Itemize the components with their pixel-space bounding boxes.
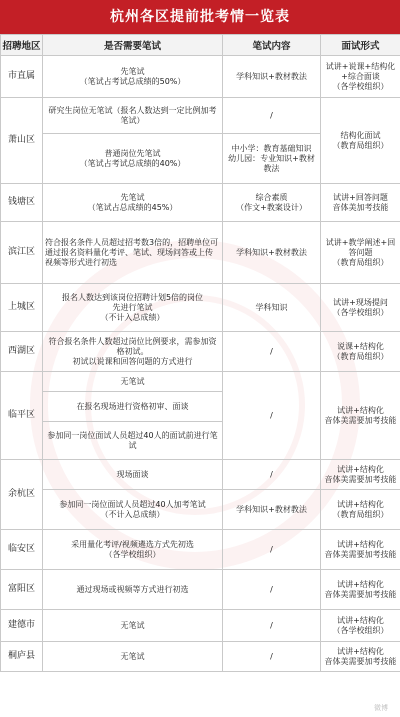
header-interview: 面试形式 <box>321 35 400 56</box>
source-watermark: 微博 <box>374 704 388 712</box>
table-row <box>1 530 400 570</box>
content-cell: 中小学：教育基础知识 幼儿园：专业知识+教材教法 <box>223 134 321 184</box>
content-cell: / <box>223 372 321 460</box>
area-cell: 市直属 <box>1 56 43 98</box>
table-row <box>1 184 400 222</box>
interview-cell: 试讲+结构化 音体美需要加考技能 <box>321 642 400 672</box>
written-cell: 符合报名条件人数超过岗位比例要求，需参加资格初试。 初试以说课和回答问题的方式进行 <box>43 332 223 372</box>
area-cell: 富阳区 <box>1 570 43 610</box>
content-cell: 学科知识+教材教法 <box>223 56 321 98</box>
area-cell: 滨江区 <box>1 222 43 284</box>
table-row <box>1 490 400 530</box>
table-row <box>1 98 400 134</box>
content-cell: 学科知识 <box>223 284 321 332</box>
exam-info-table <box>0 34 400 672</box>
table-row <box>1 284 400 332</box>
written-cell: 普通岗位先笔试 （笔试占考试总成绩的40%） <box>43 134 223 184</box>
table-row <box>1 570 400 610</box>
written-cell: 采用量化考评/视频遴选方式先初选 （各学校组织） <box>43 530 223 570</box>
content-cell: / <box>223 98 321 134</box>
interview-cell: 试讲+教学阐述+回答问题 （教育局组织） <box>321 222 400 284</box>
area-cell: 钱塘区 <box>1 184 43 222</box>
written-cell: 通过现场或视频等方式进行初选 <box>43 570 223 610</box>
written-cell: 无笔试 <box>43 372 223 392</box>
interview-cell: 试讲+结构化 （教育局组织） <box>321 490 400 530</box>
written-cell: 在报名现场进行资格初审、面谈 <box>43 392 223 422</box>
interview-cell: 试讲+回答问题 音体美加考技能 <box>321 184 400 222</box>
interview-cell: 说课+结构化 （教育局组织） <box>321 332 400 372</box>
written-cell: 现场面谈 <box>43 460 223 490</box>
interview-cell: 试讲+结构化 （各学校组织） <box>321 610 400 642</box>
area-cell: 萧山区 <box>1 98 43 184</box>
content-cell: 学科知识+教材教法 <box>223 490 321 530</box>
content-cell: / <box>223 642 321 672</box>
table-row <box>1 610 400 642</box>
content-cell: / <box>223 332 321 372</box>
table-row <box>1 222 400 284</box>
content-cell: / <box>223 460 321 490</box>
table-row <box>1 460 400 490</box>
table-row <box>1 56 400 98</box>
written-cell: 研究生岗位无笔试（报名人数达到一定比例加考笔试） <box>43 98 223 134</box>
area-cell: 上城区 <box>1 284 43 332</box>
written-cell: 先笔试 （笔试占考试总成绩的50%） <box>43 56 223 98</box>
interview-cell: 试讲+说课+结构化+综合面谈 （各学校组织） <box>321 56 400 98</box>
interview-cell: 试讲+结构化 音体美需要加考技能 <box>321 372 400 460</box>
area-cell: 临安区 <box>1 530 43 570</box>
written-cell: 符合报名条件人员超过招考数3倍的，招聘单位可通过报名资料量化考评、笔试、现场问答或上传视频等形式进行初选 <box>43 222 223 284</box>
interview-cell: 试讲+现场提问 （各学校组织） <box>321 284 400 332</box>
area-cell: 桐庐县 <box>1 642 43 672</box>
area-cell: 建德市 <box>1 610 43 642</box>
table-row <box>1 332 400 372</box>
header-content: 笔试内容 <box>223 35 321 56</box>
content-cell: 学科知识+教材教法 <box>223 222 321 284</box>
area-cell: 余杭区 <box>1 460 43 530</box>
header-area: 招聘地区 <box>1 35 43 56</box>
written-cell: 参加同一岗位面试人员超过40人的面试前进行笔试 <box>43 422 223 460</box>
interview-cell: 试讲+结构化 音体美需要加考技能 <box>321 530 400 570</box>
content-cell: / <box>223 570 321 610</box>
table-row <box>1 642 400 672</box>
interview-cell: 试讲+结构化 音体美需要加考技能 <box>321 460 400 490</box>
content-cell: / <box>223 530 321 570</box>
written-cell: 无笔试 <box>43 610 223 642</box>
content-cell: / <box>223 610 321 642</box>
header-written: 是否需要笔试 <box>43 35 223 56</box>
table-header-row <box>1 35 400 56</box>
page-title: 杭州各区提前批考情一览表 <box>0 0 400 34</box>
table-row <box>1 372 400 392</box>
area-cell: 西湖区 <box>1 332 43 372</box>
content-cell: 综合素质 （作文+教案设计） <box>223 184 321 222</box>
written-cell: 无笔试 <box>43 642 223 672</box>
written-cell: 参加同一岗位面试人员超过40人加考笔试 （不计入总成绩） <box>43 490 223 530</box>
written-cell: 先笔试 （笔试占总成绩的45%） <box>43 184 223 222</box>
written-cell: 报名人数达到该岗位招聘计划5倍的岗位 先进行笔试 （不计入总成绩） <box>43 284 223 332</box>
interview-cell: 结构化面试 （教育局组织） <box>321 98 400 184</box>
interview-cell: 试讲+结构化 音体美需要加考技能 <box>321 570 400 610</box>
area-cell: 临平区 <box>1 372 43 460</box>
